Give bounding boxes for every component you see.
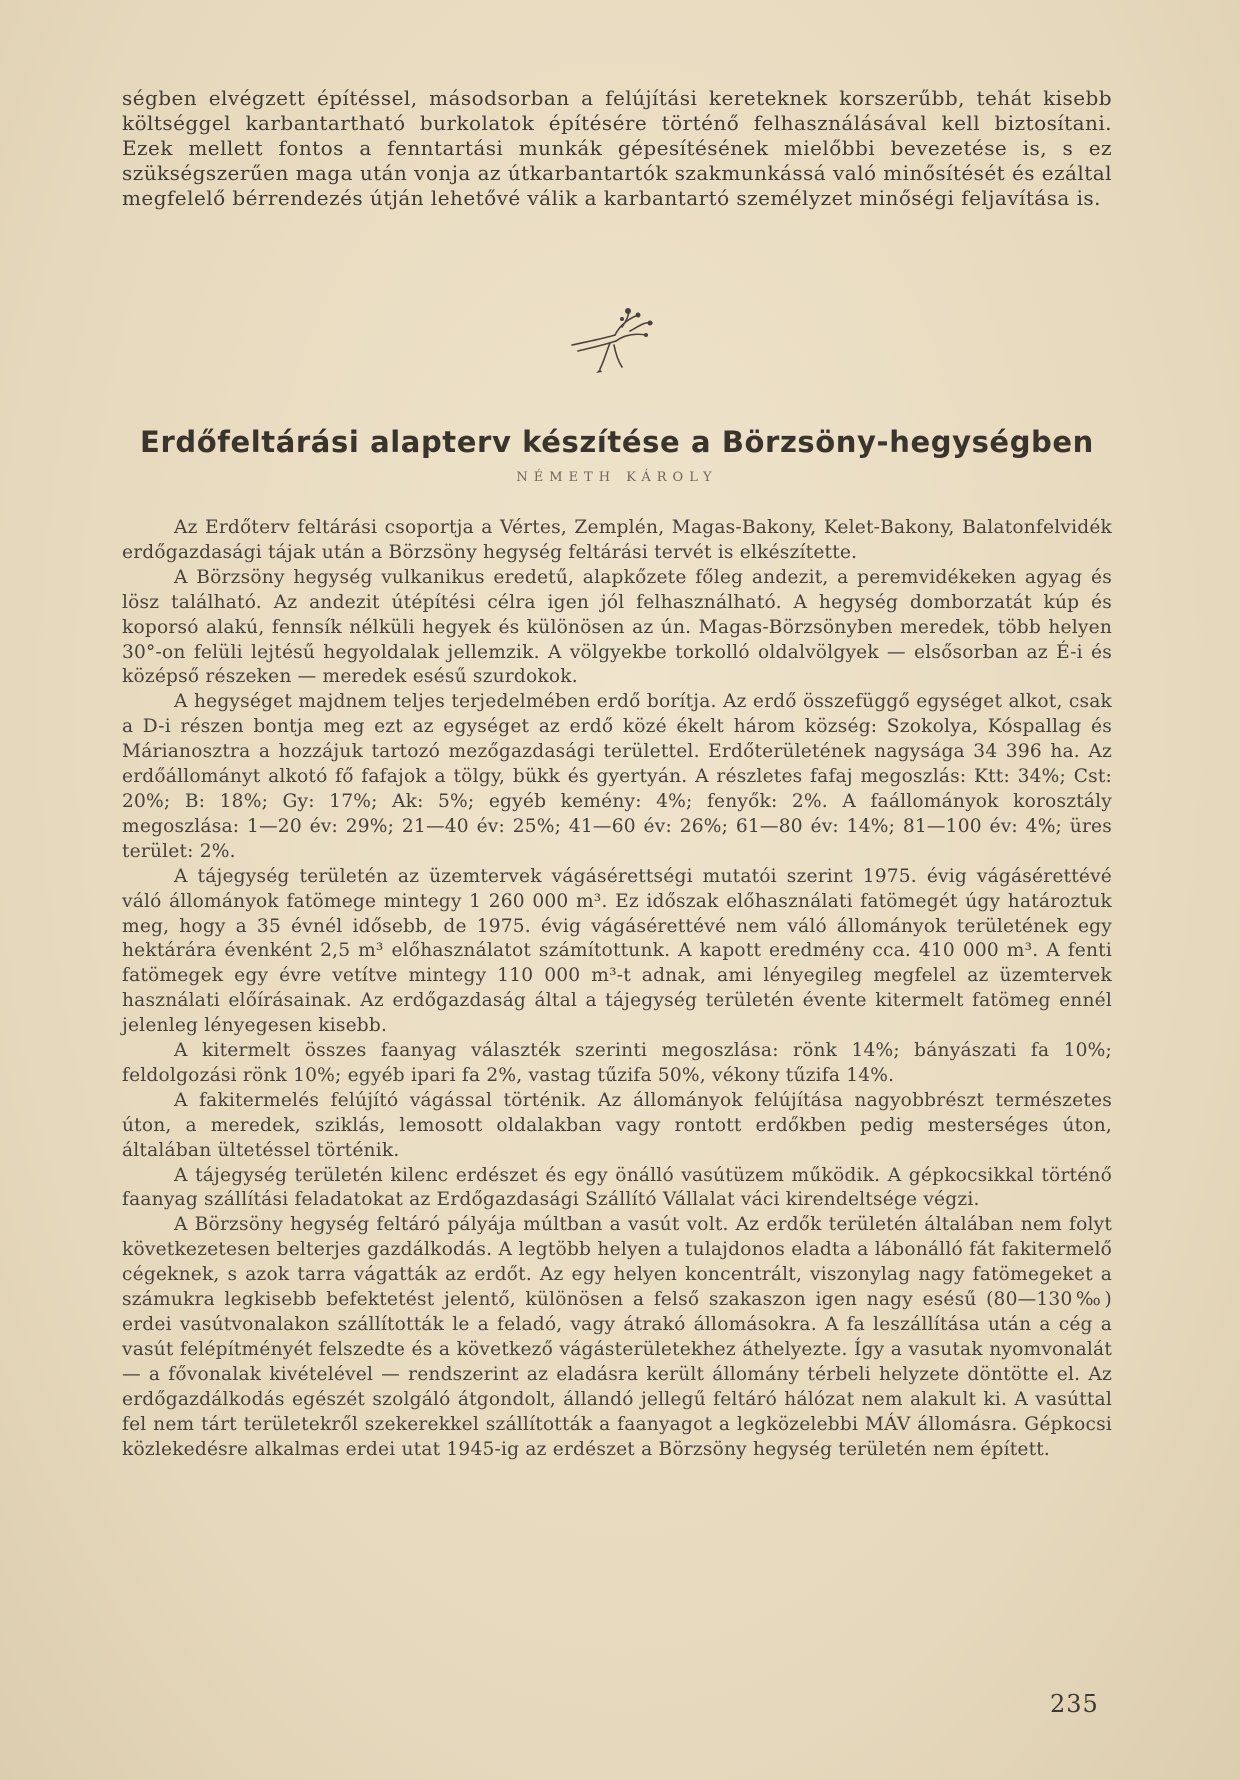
article-paragraph: A Börzsöny hegység vulkanikus eredetű, alapkőzete főleg andezit, a peremvidékeken agyag és lösz található. Az andezit útépítési célra igen jól felhasználható. A hegység domborzatát kúp és koporsó alakú, fennsík nélküli hegyek és különösen az ún. Magas-Börzsönyben meredek, több helyen 30°-on felüli lejtésű hegyoldalak jellemzik. A völgyekbe torkolló oldalvölgyek — elsősorban az É-i és középső részeken — meredek esésű szurdokok. [122,566,1112,688]
article-author: NÉMETH KÁROLY [516,470,718,485]
article-paragraph: A tájegység területén az üzemtervek vágásérettségi mutatói szerint 1975. évig vágásérettévé váló állományok fatömege mintegy 1 260 000 m³. Ez időszak előhasználati fatömegét úgy határoztuk meg, hogy a 35 évnél idősebb, de 1975. évig vágásérettévé nem váló állományok területének egy hektárára évenként 2,5 m³ előhasználatot számítottunk. A kapott eredmény cca. 410 000 m³. A fenti fatömegek egy évre vetítve mintegy 110 000 m³-t adnak, ami lényegileg megfelel az üzemtervek használati előírásainak. Az erdőgazdaság által a tájegység területén évente kitermelt fatömeg ennél jelenleg lényegesen kisebb. [122,865,1112,1037]
floral-vignette-icon [560,305,670,375]
article-body [122,516,1112,1462]
page-number: 235 [1050,1690,1099,1718]
previous-article-continuation [122,86,1112,211]
article-paragraph: A fakitermelés felújító vágással történik. Az állományok felújítása nagyobbrészt természetes úton, a meredek, sziklás, lemosott oldalakban vagy rontott erdőkben pedig mesterséges úton, általában ültetéssel történik. [122,1089,1112,1161]
article-title: Erdőfeltárási alapterv készítése a Börzsöny-hegységben [140,425,1094,459]
continuation-paragraph: ségben elvégzett építéssel, másodsorban a felújítási kereteknek korszerűbb, tehát kisebb költséggel karbantartható burkolatok építésére történő felhasználásával kell biztosítani. Ezek mellett fontos a fenntartási munkák gépesítésének mielőbbi bevezetése is, s ez szükségszerűen maga után vonja az útkarbantartók szakmunkássá való minősítését és ezáltal megfelelő bérrendezés útján lehetővé válik a karbantartó személyzet minőségi feljavítása is. [122,86,1112,210]
article-paragraph: A tájegység területén kilenc erdészet és egy önálló vasútüzem működik. A gépkocsikkal történő faanyag szállítási feladatokat az Erdőgazdasági Szállító Vállalat váci kirendeltsége végzi. [122,1164,1112,1211]
article-paragraph: Az Erdőterv feltárási csoportja a Vértes, Zemplén, Magas-Bakony, Kelet-Bakony, Balatonfelvidék erdőgazdasági tájak után a Börzsöny hegység feltárási tervét is elkészítette. [122,517,1112,563]
article-paragraph: A Börzsöny hegység feltáró pályája múltban a vasút volt. Az erdők területén általában nem folyt következetesen belterjes gazdálkodás. A legtöbb helyen a tulajdonos eladta a lábonálló fát fakitermelő cégeknek, s azok tarra vágatták az erdőt. Az egy helyen koncentrált, viszonylag nagy fatömegeket a számukra legkisebb befektetést jelentő, különösen a felső szakaszon igen nagy esésű (80—130‰) erdei vasútvonalakon szállították le a feladó, vagy átrakó állomásokra. A fa leszállítása után a cég a vasút felépítményét felszedte és a következő vágásterületekhez áthelyezte. Így a vasutak nyomvonalát — a fővonalak kivételével — rendszerint az eladásra került állomány térbeli helyzete döntötte el. Az erdőgazdálkodás egészét szolgáló átgondolt, állandó jellegű feltáró hálózat nem alakult ki. A vasúttal fel nem tárt területekről szekerekkel szállították a faanyagot a legközelebbi MÁV állomásra. Gépkocsi közlekedésre alkalmas erdei utat 1945-ig az erdészet a Börzsöny hegység területén nem épített. [122,1214,1112,1460]
article-paragraph: A kitermelt összes faanyag választék szerinti megoszlása: rönk 14%; bányászati fa 10%; feldolgozási rönk 10%; egyéb ipari fa 2%, vastag tűzifa 50%, vékony tűzifa 14%. [122,1040,1112,1086]
article-paragraph: A hegységet majdnem teljes terjedelmében erdő borítja. Az erdő összefüggő egységet alkot, csak a D-i részen bontja meg ezt az egységet az erdő közé ékelt három község: Szokolya, Kóspallag és Márianosztra a hozzájuk tartozó mezőgazdasági területtel. Erdőterületének nagysága 34 396 ha. Az erdőállományt alkotó fő fafajok a tölgy, bükk és gyertyán. A részletes fafaj megoszlás: Ktt: 34%; Cst: 20%; B: 18%; Gy: 17%; Ak: 5%; egyéb kemény: 4%; fenyők: 2%. A faállományok korosztály megoszlása: 1—20 év: 29%; 21—40 év: 25%; 41—60 év: 26%; 61—80 év: 14%; 81—100 év: 4%; üres terület: 2%. [122,691,1112,862]
